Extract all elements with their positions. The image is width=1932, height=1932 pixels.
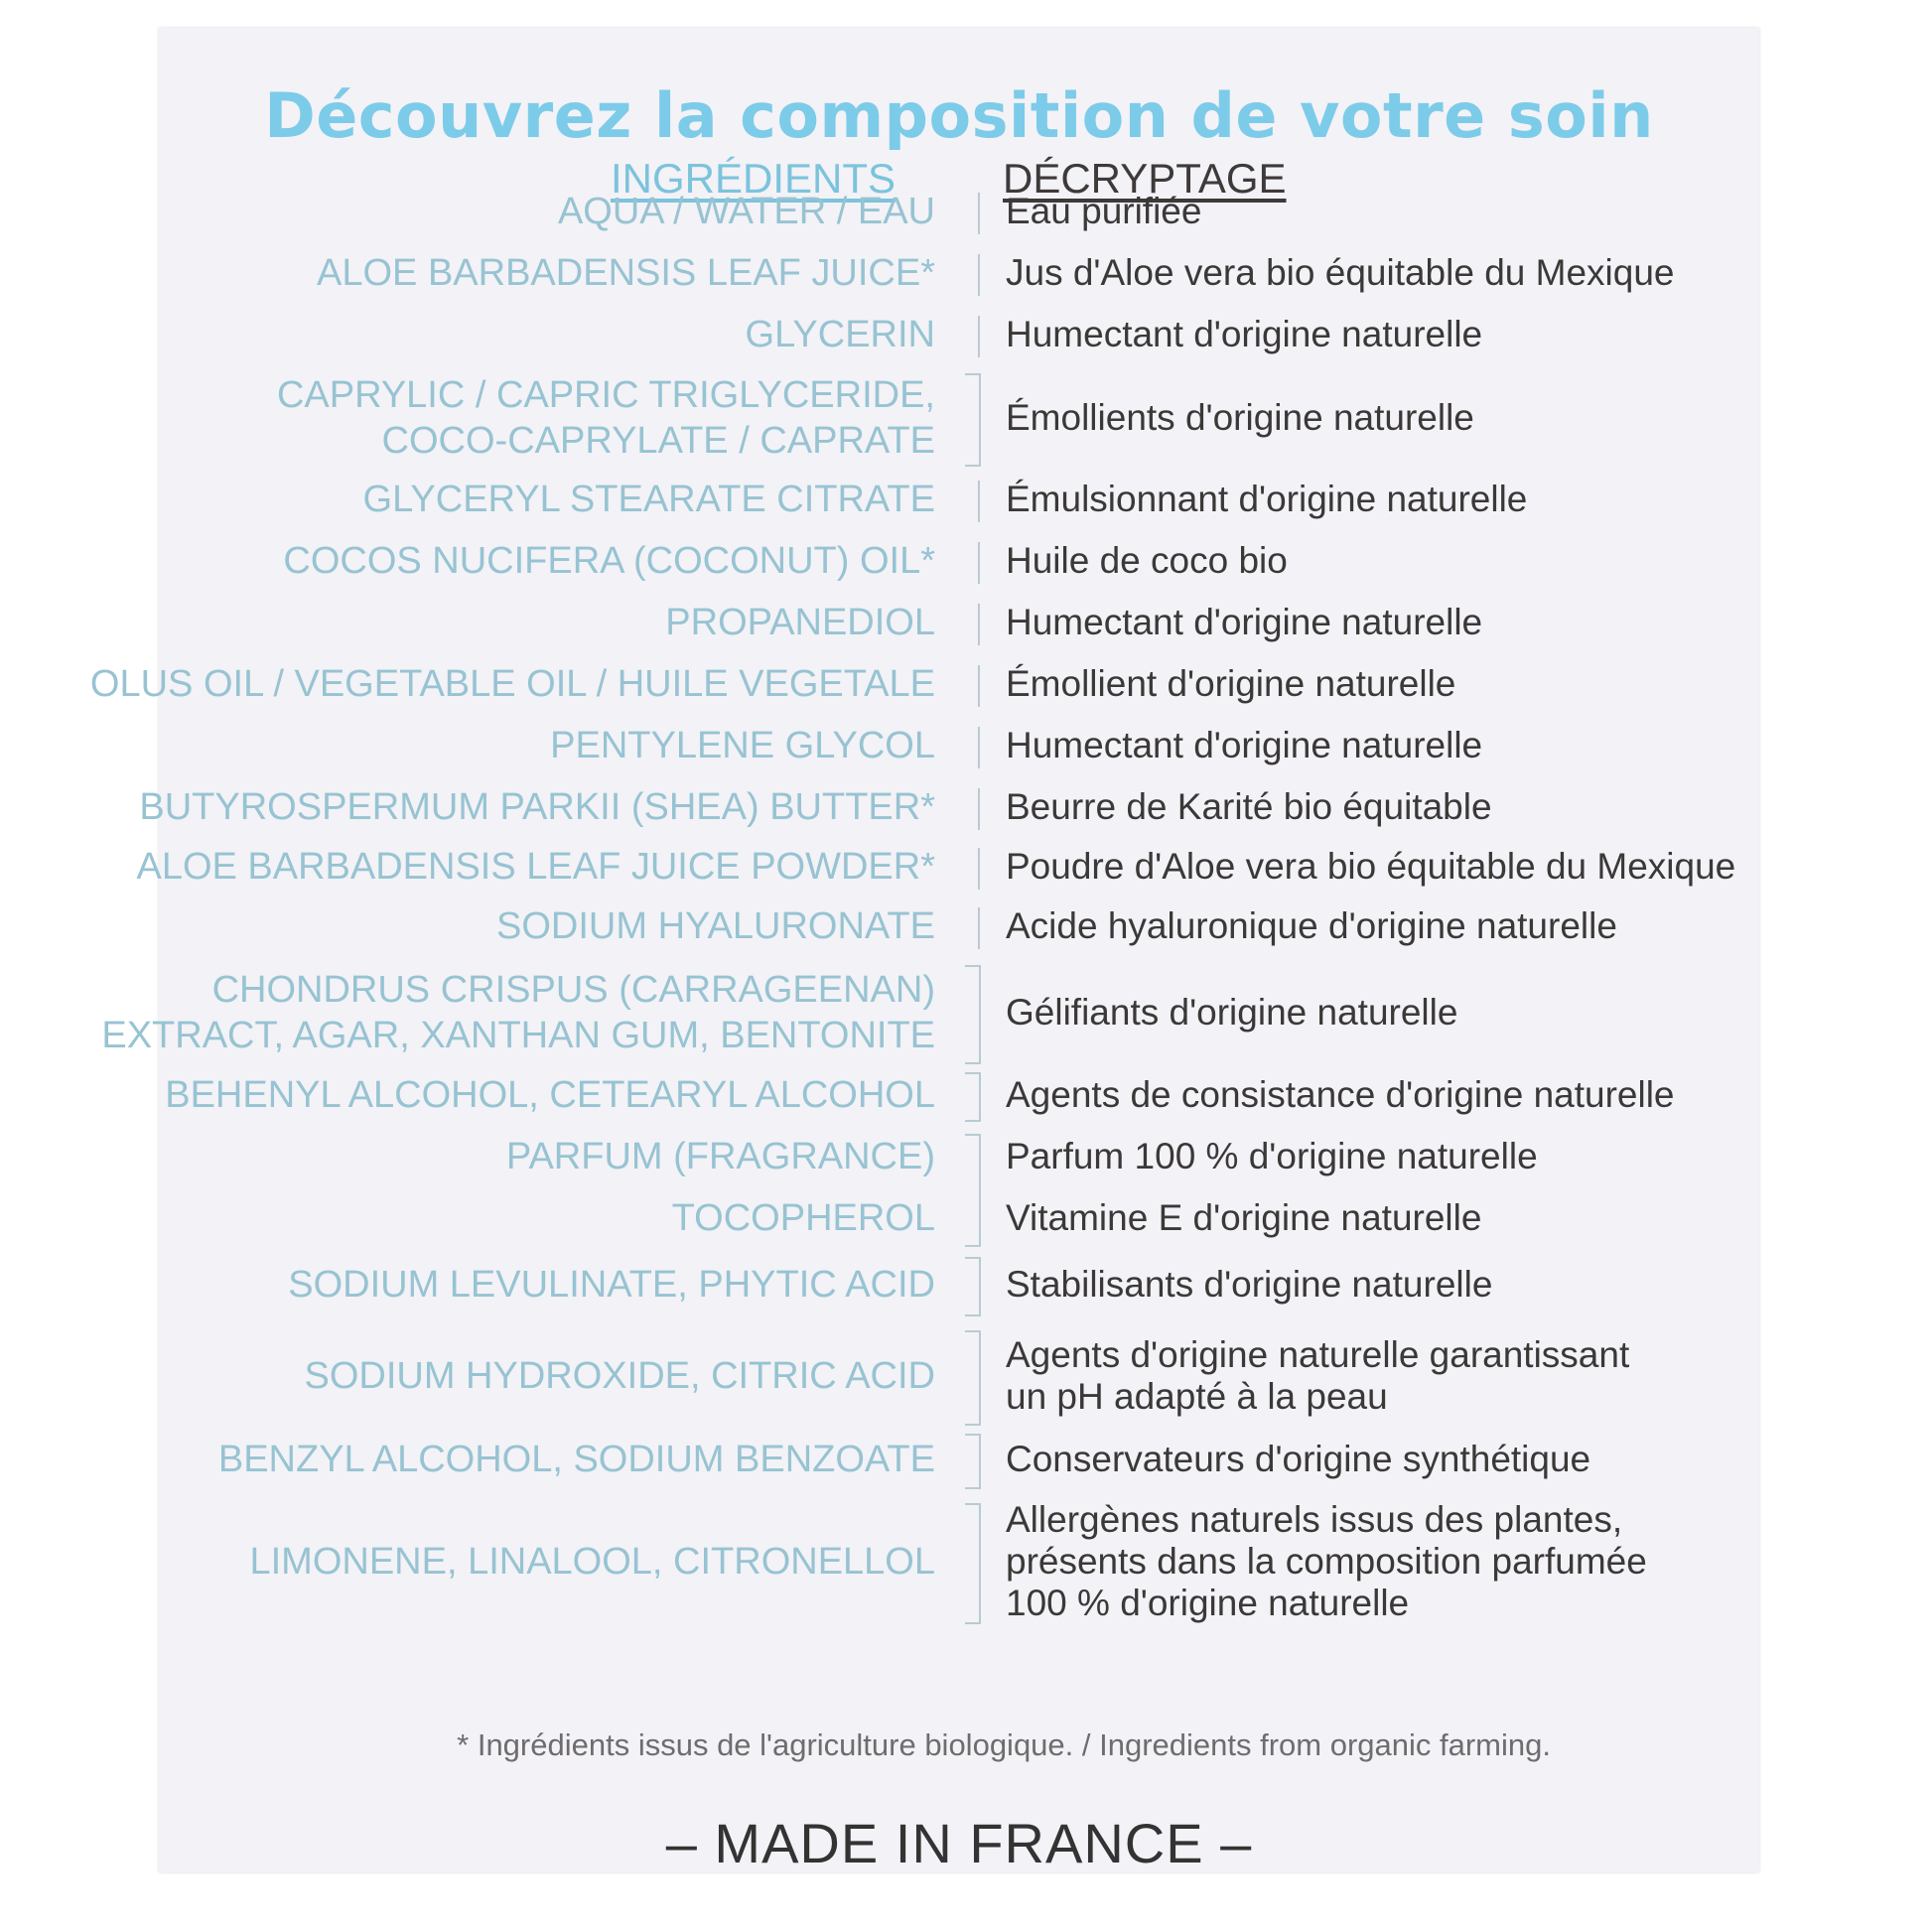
ingredient-description: Eau purifiée xyxy=(1006,191,1202,231)
ingredient-description: Agents de consistance d'origine naturelle xyxy=(1006,1074,1675,1115)
row-separator xyxy=(978,254,980,296)
row-bracket xyxy=(965,965,981,1064)
row-bracket xyxy=(965,1257,981,1316)
row-separator xyxy=(978,727,980,768)
ingredient-name: GLYCERYL STEARATE CITRATE xyxy=(362,479,935,520)
ingredient-description: Agents d'origine naturelle garantissant un pH adapté à la peau xyxy=(1006,1334,1630,1417)
ingredient-description: Émollients d'origine naturelle xyxy=(1006,397,1474,438)
footnote: * Ingrédients issus de l'agriculture biologique. / Ingredients from organic farming. xyxy=(457,1727,1551,1762)
page-title: Découvrez la composition de votre soin xyxy=(264,79,1654,152)
table-row xyxy=(159,1132,1759,1181)
ingredient-description: Humectant d'origine naturelle xyxy=(1006,314,1483,354)
row-bracket xyxy=(965,1434,981,1489)
ingredient-name: BEHENYL ALCOHOL, CETEARYL ALCOHOL xyxy=(165,1074,935,1116)
ingredient-description: Poudre d'Aloe vera bio équitable du Mexique xyxy=(1006,846,1736,887)
row-separator xyxy=(978,848,980,890)
ingredient-name: CHONDRUS CRISPUS (CARRAGEENAN) EXTRACT, AGAR, XANTHAN GUM, BENTONITE xyxy=(101,969,935,1056)
table-row xyxy=(159,901,1759,951)
table-row xyxy=(136,842,1759,892)
ingredient-description: Acide hyaluronique d'origine naturelle xyxy=(1006,905,1617,946)
ingredient-name: COCOS NUCIFERA (COCONUT) OIL* xyxy=(283,540,935,582)
ingredient-name: PROPANEDIOL xyxy=(665,602,935,643)
ingredient-description: Jus d'Aloe vera bio équitable du Mexique xyxy=(1006,252,1675,293)
ingredient-description: Allergènes naturels issus des plantes, présents dans la composition parfumée 100 % d'origine naturelle xyxy=(1006,1499,1647,1623)
ingredient-name: BENZYL ALCOHOL, SODIUM BENZOATE xyxy=(217,1439,935,1480)
table-row xyxy=(89,659,1759,709)
table-row xyxy=(159,1255,1759,1314)
ingredient-name: AQUA / WATER / EAU xyxy=(557,191,935,232)
ingredient-name: TOCOPHEROL xyxy=(671,1197,935,1239)
ingredient-name: OLUS OIL / VEGETABLE OIL / HUILE VEGETALE xyxy=(89,663,935,705)
made-in-france: – MADE IN FRANCE – xyxy=(665,1812,1253,1874)
row-separator xyxy=(978,665,980,707)
ingredient-description: Humectant d'origine naturelle xyxy=(1006,725,1483,765)
ingredient-description: Stabilisants d'origine naturelle xyxy=(1006,1264,1493,1305)
row-bracket xyxy=(965,1072,981,1122)
ingredient-name: ALOE BARBADENSIS LEAF JUICE* xyxy=(317,252,935,294)
row-separator xyxy=(978,193,980,234)
ingredient-name: SODIUM LEVULINATE, PHYTIC ACID xyxy=(288,1264,935,1306)
ingredient-description: Parfum 100 % d'origine naturelle xyxy=(1006,1136,1538,1176)
row-separator xyxy=(978,542,980,584)
row-separator xyxy=(978,481,980,522)
table-row xyxy=(139,782,1759,832)
row-separator xyxy=(978,316,980,357)
row-separator xyxy=(978,907,980,949)
table-row xyxy=(101,963,1759,1062)
row-bracket xyxy=(965,373,981,467)
table-row xyxy=(159,1432,1759,1487)
ingredient-description: Vitamine E d'origine naturelle xyxy=(1006,1197,1482,1238)
ingredient-name: ALOE BARBADENSIS LEAF JUICE POWDER* xyxy=(136,846,935,888)
table-row xyxy=(159,475,1759,524)
row-separator xyxy=(978,604,980,645)
row-bracket xyxy=(965,1503,981,1624)
ingredient-name: PENTYLENE GLYCOL xyxy=(550,725,935,766)
ingredient-description: Beurre de Karité bio équitable xyxy=(1006,786,1492,827)
ingredients-header: INGRÉDIENTS xyxy=(610,155,896,202)
ingredient-description: Conservateurs d'origine synthétique xyxy=(1006,1439,1591,1479)
table-row xyxy=(159,536,1759,586)
ingredient-description: Gélifiants d'origine naturelle xyxy=(1006,992,1458,1033)
table-row xyxy=(159,1070,1759,1120)
table-row xyxy=(159,1193,1759,1243)
ingredient-name: SODIUM HYDROXIDE, CITRIC ACID xyxy=(304,1355,935,1397)
packaging-panel xyxy=(89,28,1759,1874)
table-row xyxy=(159,310,1759,359)
table-row xyxy=(159,721,1759,770)
ingredient-description: Huile de coco bio xyxy=(1006,540,1288,581)
ingredient-description: Humectant d'origine naturelle xyxy=(1006,602,1483,642)
row-separator xyxy=(978,788,980,830)
table-row xyxy=(159,598,1759,647)
table-row xyxy=(159,371,1759,465)
ingredient-name: CAPRYLIC / CAPRIC TRIGLYCERIDE, COCO-CAPRYLATE / CAPRATE xyxy=(276,374,935,462)
ingredient-name: PARFUM (FRAGRANCE) xyxy=(505,1136,935,1177)
table-row xyxy=(159,187,1759,236)
ingredient-description: Émulsionnant d'origine naturelle xyxy=(1006,479,1528,519)
decryptage-header: DÉCRYPTAGE xyxy=(1003,155,1287,202)
ingredient-name: LIMONENE, LINALOOL, CITRONELLOL xyxy=(249,1541,935,1583)
ingredient-description: Émollient d'origine naturelle xyxy=(1006,663,1456,704)
ingredient-name: GLYCERIN xyxy=(745,314,935,355)
ingredient-name: SODIUM HYALURONATE xyxy=(496,905,935,947)
ingredient-name: BUTYROSPERMUM PARKII (SHEA) BUTTER* xyxy=(139,786,935,828)
table-row xyxy=(159,1328,1759,1424)
table-row xyxy=(159,248,1759,298)
table-row xyxy=(159,1501,1759,1622)
row-bracket xyxy=(965,1330,981,1426)
